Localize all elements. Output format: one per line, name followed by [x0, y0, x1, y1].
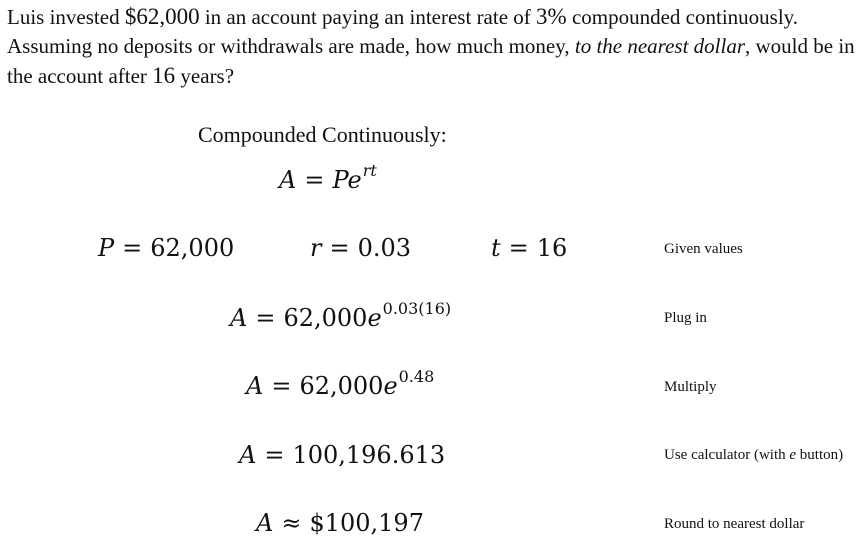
- note-e: e: [789, 447, 797, 463]
- step-exponent: 0.48: [398, 367, 435, 386]
- problem-text: years?: [175, 64, 235, 88]
- var-t: t: [491, 234, 501, 262]
- step-result: 100,196.613: [292, 441, 446, 469]
- equals-sign: =: [264, 441, 285, 469]
- step-multiply: [246, 367, 435, 400]
- step-coefficient: 62,000: [283, 304, 368, 332]
- step-calculate: [239, 441, 445, 469]
- note-plug-in: Plug in: [664, 310, 707, 326]
- section-heading: Compounded Continuously:: [198, 122, 447, 147]
- note-multiply: Multiply: [664, 379, 717, 395]
- note-use-calculator: [664, 447, 843, 464]
- equals-sign: =: [304, 166, 325, 194]
- emphasis-text: to the nearest dollar: [574, 34, 745, 58]
- value-r: 0.03: [357, 234, 412, 262]
- step-lhs: A: [256, 509, 274, 537]
- var-p: P: [98, 234, 115, 262]
- equals-sign: =: [271, 372, 292, 400]
- given-r: [310, 234, 411, 262]
- formula-exponent: rt: [362, 161, 377, 180]
- step-round: [256, 509, 424, 537]
- formula-e: e: [347, 166, 362, 194]
- var-r: r: [310, 234, 322, 262]
- given-p: [98, 234, 234, 262]
- equals-sign: =: [255, 304, 276, 332]
- years-value: 16: [152, 63, 176, 88]
- given-t: [491, 234, 567, 262]
- equals-sign: =: [122, 234, 143, 262]
- problem-text: in an account paying an interest rate of: [199, 5, 537, 29]
- problem-text: , would be in the account after: [7, 34, 855, 88]
- equals-sign: =: [508, 234, 529, 262]
- approx-sign: ≈: [281, 509, 302, 537]
- principal-amount: $62,000: [124, 4, 200, 29]
- step-e: e: [383, 372, 398, 400]
- continuous-formula: [279, 161, 377, 194]
- step-lhs: A: [230, 304, 248, 332]
- step-coefficient: 62,000: [299, 372, 384, 400]
- formula-lhs: A: [279, 166, 297, 194]
- step-exponent: 0.03(16): [382, 299, 452, 318]
- problem-statement: [7, 2, 857, 91]
- value-t: 16: [536, 234, 568, 262]
- problem-text: Luis invested: [7, 5, 125, 29]
- equals-sign: =: [329, 234, 350, 262]
- note-given-values: Given values: [664, 241, 743, 257]
- final-answer: $100,197: [309, 509, 424, 537]
- note-round: Round to nearest dollar: [664, 516, 805, 532]
- step-e: e: [367, 304, 382, 332]
- value-p: 62,000: [150, 234, 235, 262]
- note-text: Use calculator (with: [664, 447, 790, 463]
- formula-principal: P: [332, 166, 348, 194]
- step-lhs: A: [246, 372, 264, 400]
- step-plug-in: [230, 299, 452, 332]
- note-text: button): [796, 447, 844, 463]
- problem-text: compounded continuously. Assuming no deposits or withdrawals are made, how much money,: [7, 5, 799, 58]
- interest-rate: 3%: [536, 4, 567, 29]
- step-lhs: A: [239, 441, 257, 469]
